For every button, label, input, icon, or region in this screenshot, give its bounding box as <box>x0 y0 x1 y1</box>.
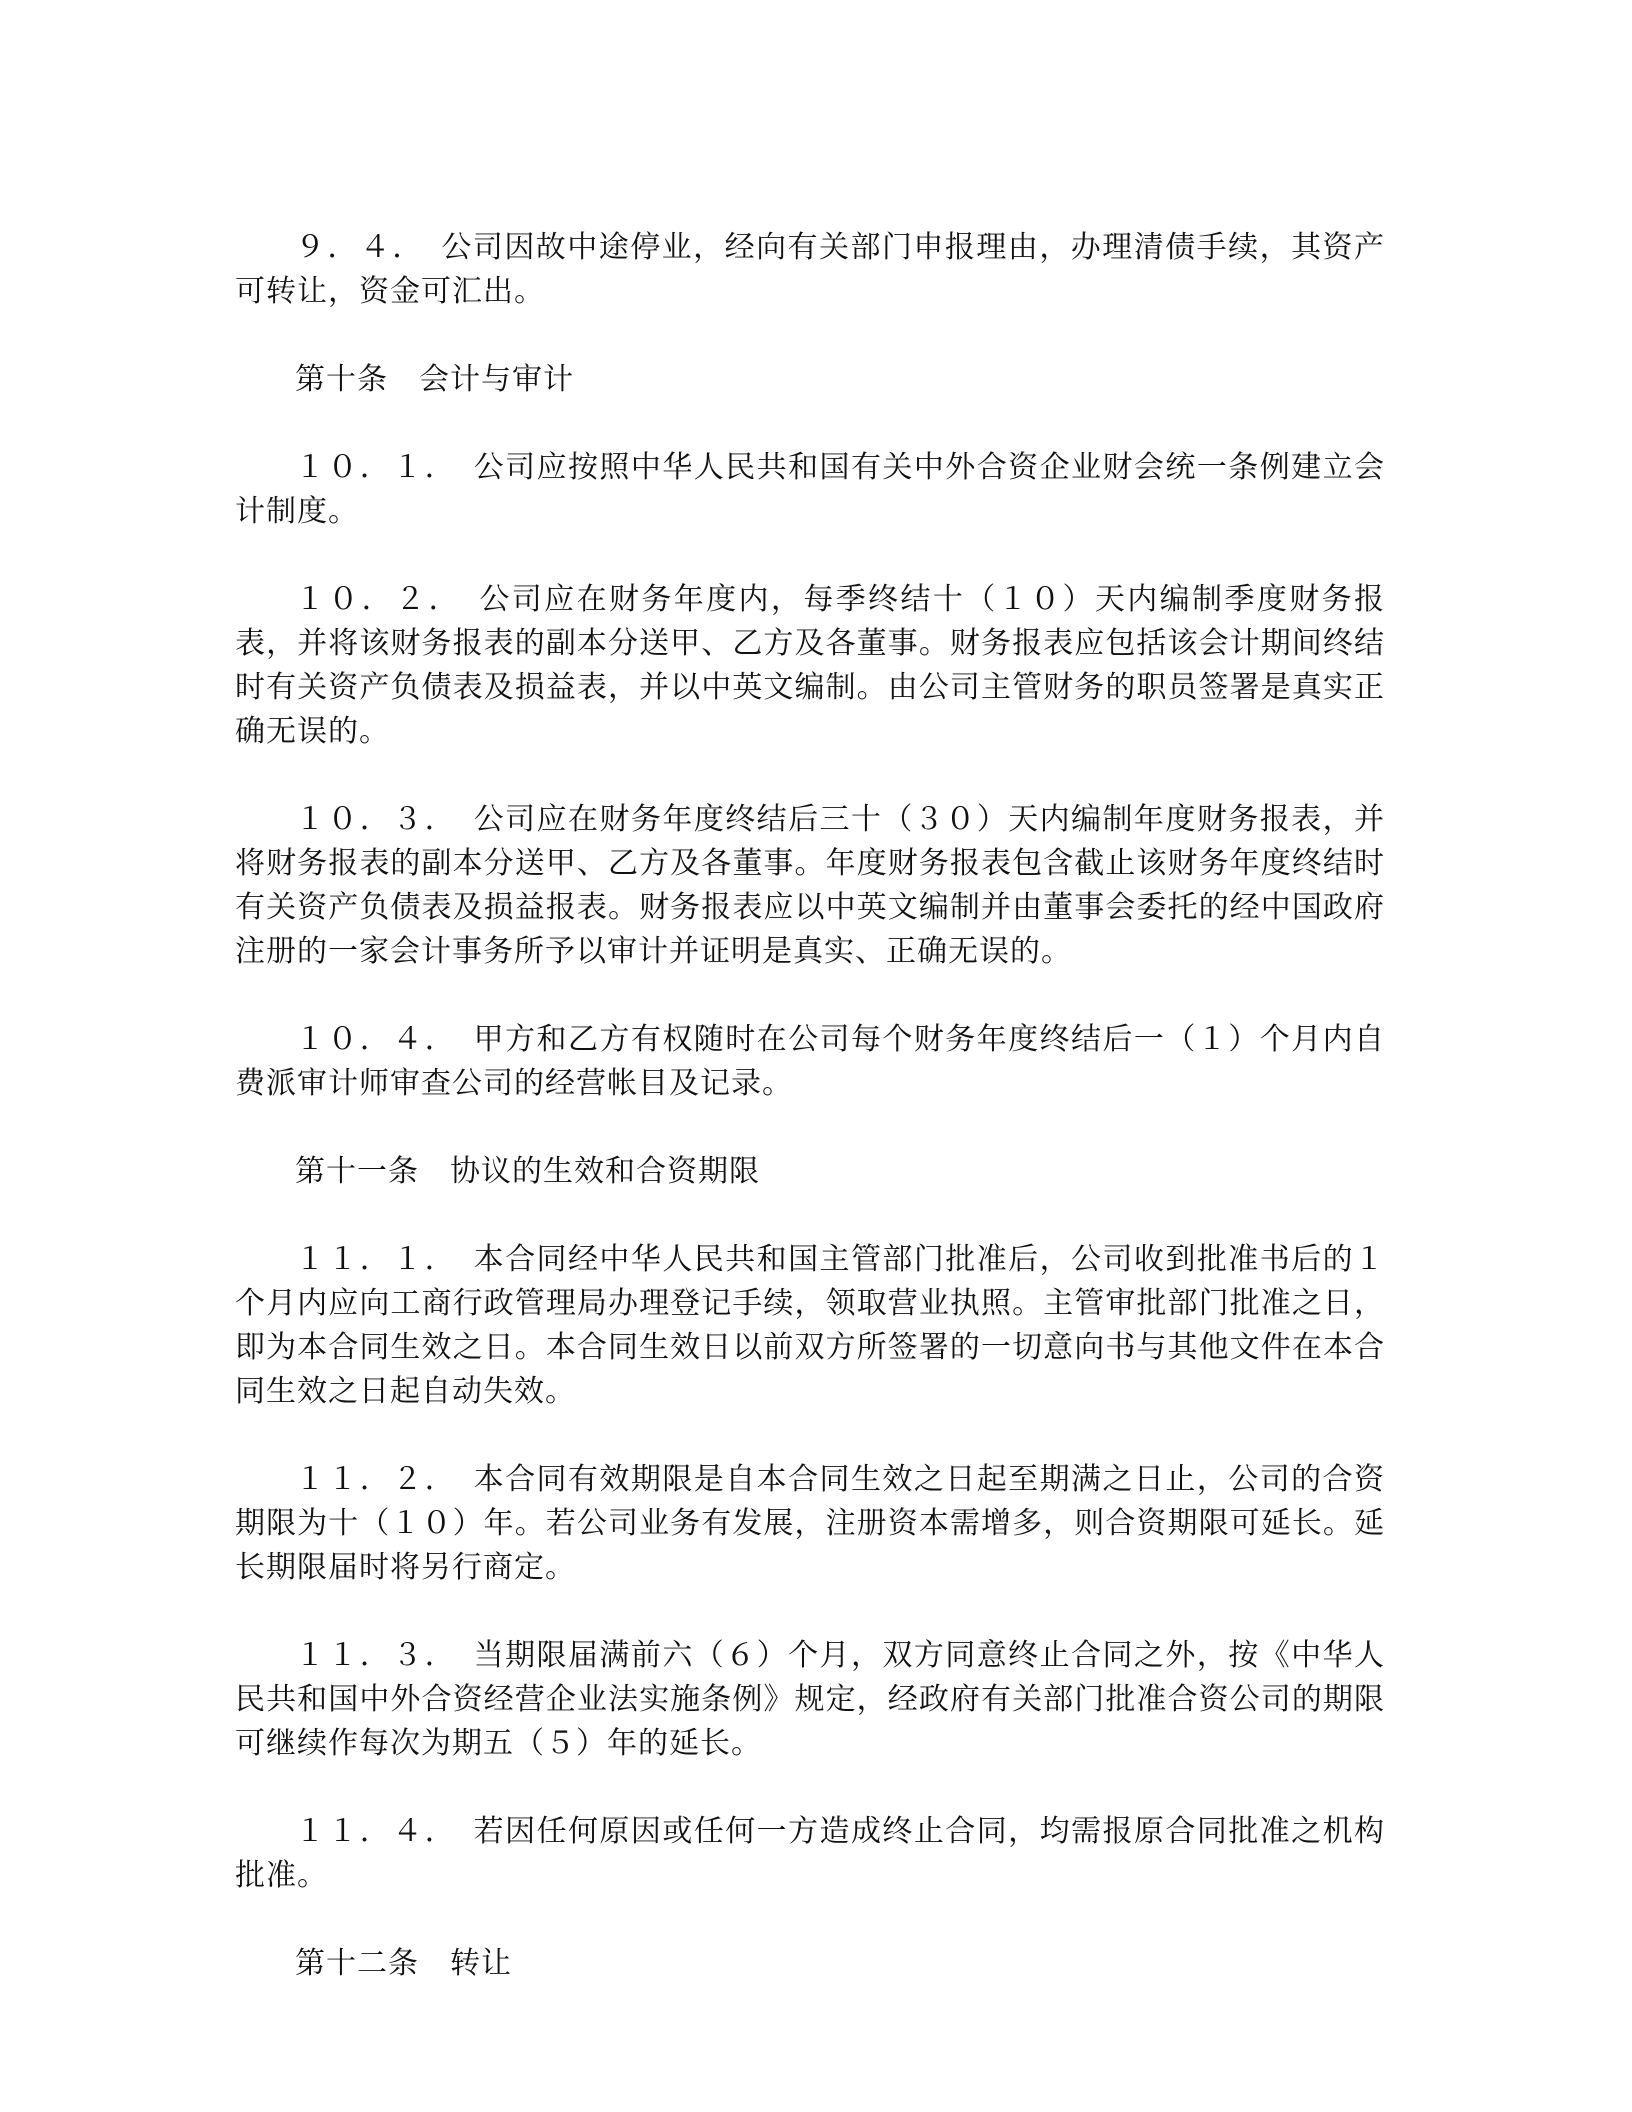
clause-text: 公司应在财务年度终结后三十（３０）天内编制年度财务报表，并将财务报表的副本分送甲、乙方及各董事。年度财务报表包含截止该财务年度终结时有关资产负债表及损益报表。财务报表应以中英文编制并由董事会委托的经中国政府注册的一家会计事务所予以审计并证明是真实、正确无误的。 <box>235 802 1386 969</box>
clause-number: １１．２． <box>295 1462 443 1497</box>
clause-11-4 <box>235 1810 1385 1898</box>
document-page <box>235 226 1385 1986</box>
clause-10-3 <box>235 798 1385 974</box>
clause-10-1 <box>235 446 1385 534</box>
clause-number: １０．１． <box>295 450 443 485</box>
clause-number: １１．１． <box>295 1242 443 1277</box>
clause-number: １１．４． <box>295 1814 443 1849</box>
clause-text: 甲方和乙方有权随时在公司每个财务年度终结后一（１）个月内自费派审计师审查公司的经营帐目及记录。 <box>235 1022 1386 1101</box>
clause-number: １０．４． <box>295 1022 443 1057</box>
clause-text: 当期限届满前六（６）个月，双方同意终止合同之外，按《中华人民共和国中外合资经营企业法实施条例》规定，经政府有关部门批准合资公司的期限可继续作每次为期五（５）年的延长。 <box>235 1638 1386 1761</box>
clause-number: １１．３． <box>295 1638 443 1673</box>
clause-text: 公司应在财务年度内，每季终结十（１０）天内编制季度财务报表，并将该财务报表的副本分送甲、乙方及各董事。财务报表应包括该会计期间终结时有关资产负债表及损益表，并以中英文编制。由公司主管财务的职员签署是真实正确无误的。 <box>235 582 1386 749</box>
clause-10-2 <box>235 578 1385 754</box>
clause-11-1 <box>235 1238 1385 1414</box>
clause-number: １０．２． <box>295 582 447 617</box>
clause-number: ９．４． <box>295 230 410 265</box>
article-11-heading: 第十一条 协议的生效和合资期限 <box>295 1154 760 1189</box>
clause-text: 公司因故中途停业，经向有关部门申报理由，办理清债手续，其资产可转让，资金可汇出。 <box>235 230 1386 309</box>
clause-text: 若因任何原因或任何一方造成终止合同，均需报原合同批准之机构批准。 <box>235 1814 1386 1893</box>
article-10-heading: 第十条 会计与审计 <box>295 362 574 397</box>
clause-text: 公司应按照中华人民共和国有关中外合资企业财会统一条例建立会计制度。 <box>235 450 1386 529</box>
clause-number: １０．３． <box>295 802 443 837</box>
clause-text: 本合同有效期限是自本合同生效之日起至期满之日止，公司的合资期限为十（１０）年。若公司业务有发展，注册资本需增多，则合资期限可延长。延长期限届时将另行商定。 <box>235 1462 1386 1585</box>
clause-11-3 <box>235 1634 1385 1766</box>
clause-10-4 <box>235 1018 1385 1106</box>
clause-11-2 <box>235 1458 1385 1590</box>
clause-9-4 <box>235 226 1385 314</box>
article-12-heading: 第十二条 转让 <box>295 1946 512 1981</box>
clause-text: 本合同经中华人民共和国主管部门批准后，公司收到批准书后的１个月内应向工商行政管理局办理登记手续，领取营业执照。主管审批部门批准之日，即为本合同生效之日。本合同生效日以前双方所签署的一切意向书与其他文件在本合同生效之日起自动失效。 <box>235 1242 1386 1409</box>
